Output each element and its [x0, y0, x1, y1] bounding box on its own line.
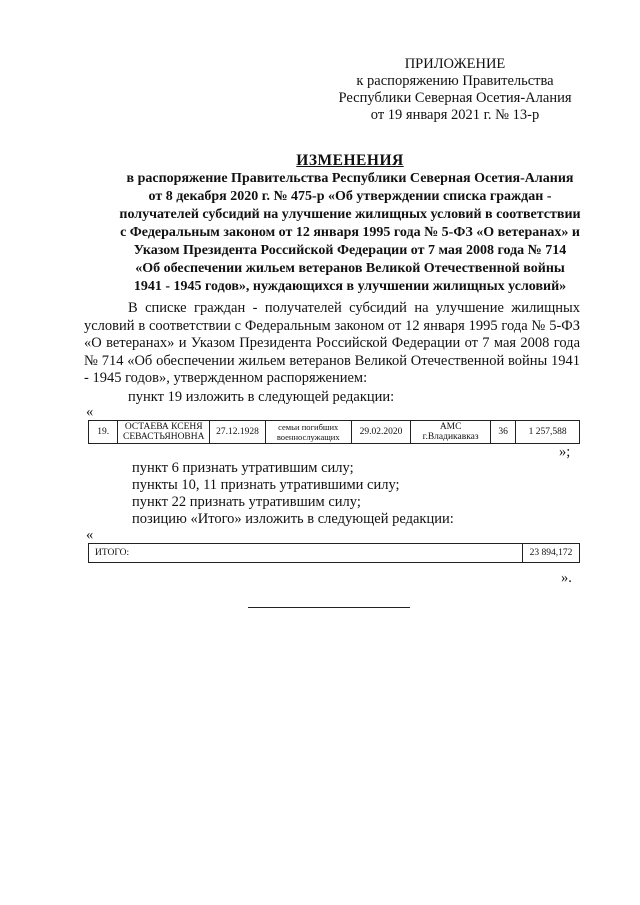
close-quote: »;	[559, 444, 571, 460]
total-table	[88, 543, 580, 563]
close-quote: ».	[561, 570, 572, 586]
table-row	[89, 544, 580, 563]
heading-line: Указом Президента Российской Федерации от 7 мая 2008 года № 714	[133, 243, 567, 258]
heading-line: в распоряжение Правительства Республики Северная Осетия-Алания	[126, 171, 574, 186]
cell-total-amount: 23 894,172	[523, 544, 580, 563]
heading-title: ИЗМЕНЕНИЯ	[296, 152, 404, 169]
cell-number: 19.	[89, 421, 118, 444]
body-paragraph: В списке граждан - получателей субсидий на улучшение жилищных условий в соответствии с Федеральным законом от 12 января 1995 года № 5-ФЗ «О ветеранах» и Указом Президента Российской Федерации от 7 мая 2008 года № 714 «Об обеспечении жильем ветеранов Великой Отечественной войны 1941 - 1945 годов», утвержденном распоряжением:	[84, 300, 580, 386]
body-paragraph-block	[84, 300, 580, 388]
heading-line: получателей субсидий на улучшение жилищных условий в соответствии	[119, 207, 581, 222]
open-quote: «	[86, 404, 94, 420]
cell-name	[118, 421, 210, 444]
cell-birth-date: 27.12.1928	[210, 421, 266, 444]
cell-date: 29.02.2020	[351, 421, 411, 444]
name-line: СЕВАСТЬЯНОВНА	[123, 432, 205, 442]
table-row	[89, 421, 580, 444]
item-total: позицию «Итого» изложить в следующей редакции:	[132, 511, 454, 527]
heading-line: от 8 декабря 2020 г. № 475-р «Об утверждении списка граждан -	[148, 189, 552, 204]
appendix-block	[330, 56, 580, 124]
item-points-10-11: пункты 10, 11 признать утратившими силу;	[132, 477, 400, 493]
category-line: военнослужащих	[276, 432, 340, 442]
org-line: АМС	[439, 422, 462, 432]
appendix-line: к распоряжению Правительства	[356, 73, 554, 89]
heading-line: с Федеральным законом от 12 января 1995 года № 5-ФЗ «О ветеранах» и	[120, 225, 580, 240]
item-point-19: пункт 19 изложить в следующей редакции:	[128, 389, 395, 405]
document-heading	[60, 152, 640, 296]
heading-line: «Об обеспечении жильем ветеранов Великой Отечественной войны	[135, 261, 565, 276]
cell-organization	[411, 421, 491, 444]
record-table	[88, 420, 580, 444]
appendix-date: от 19 января 2021 г. № 13-р	[370, 107, 540, 123]
item-point-6: пункт 6 признать утратившим силу;	[132, 460, 354, 476]
org-line: г.Владикавказ	[422, 432, 479, 442]
cell-category	[265, 421, 351, 444]
name-line: ОСТАЕВА КСЕНЯ	[124, 422, 203, 432]
heading-line: 1941 - 1945 годов», нуждающихся в улучшении жилищных условий»	[133, 279, 567, 294]
cell-area: 36	[491, 421, 516, 444]
cell-amount: 1 257,588	[516, 421, 580, 444]
category-line: семьи погибших	[278, 422, 339, 432]
open-quote: «	[86, 527, 94, 543]
appendix-line: Республики Северная Осетия-Алания	[338, 90, 572, 106]
cell-total-label: ИТОГО:	[89, 544, 523, 563]
appendix-title: ПРИЛОЖЕНИЕ	[404, 56, 506, 72]
item-point-22: пункт 22 признать утратившим силу;	[132, 494, 361, 510]
end-rule	[248, 607, 410, 608]
